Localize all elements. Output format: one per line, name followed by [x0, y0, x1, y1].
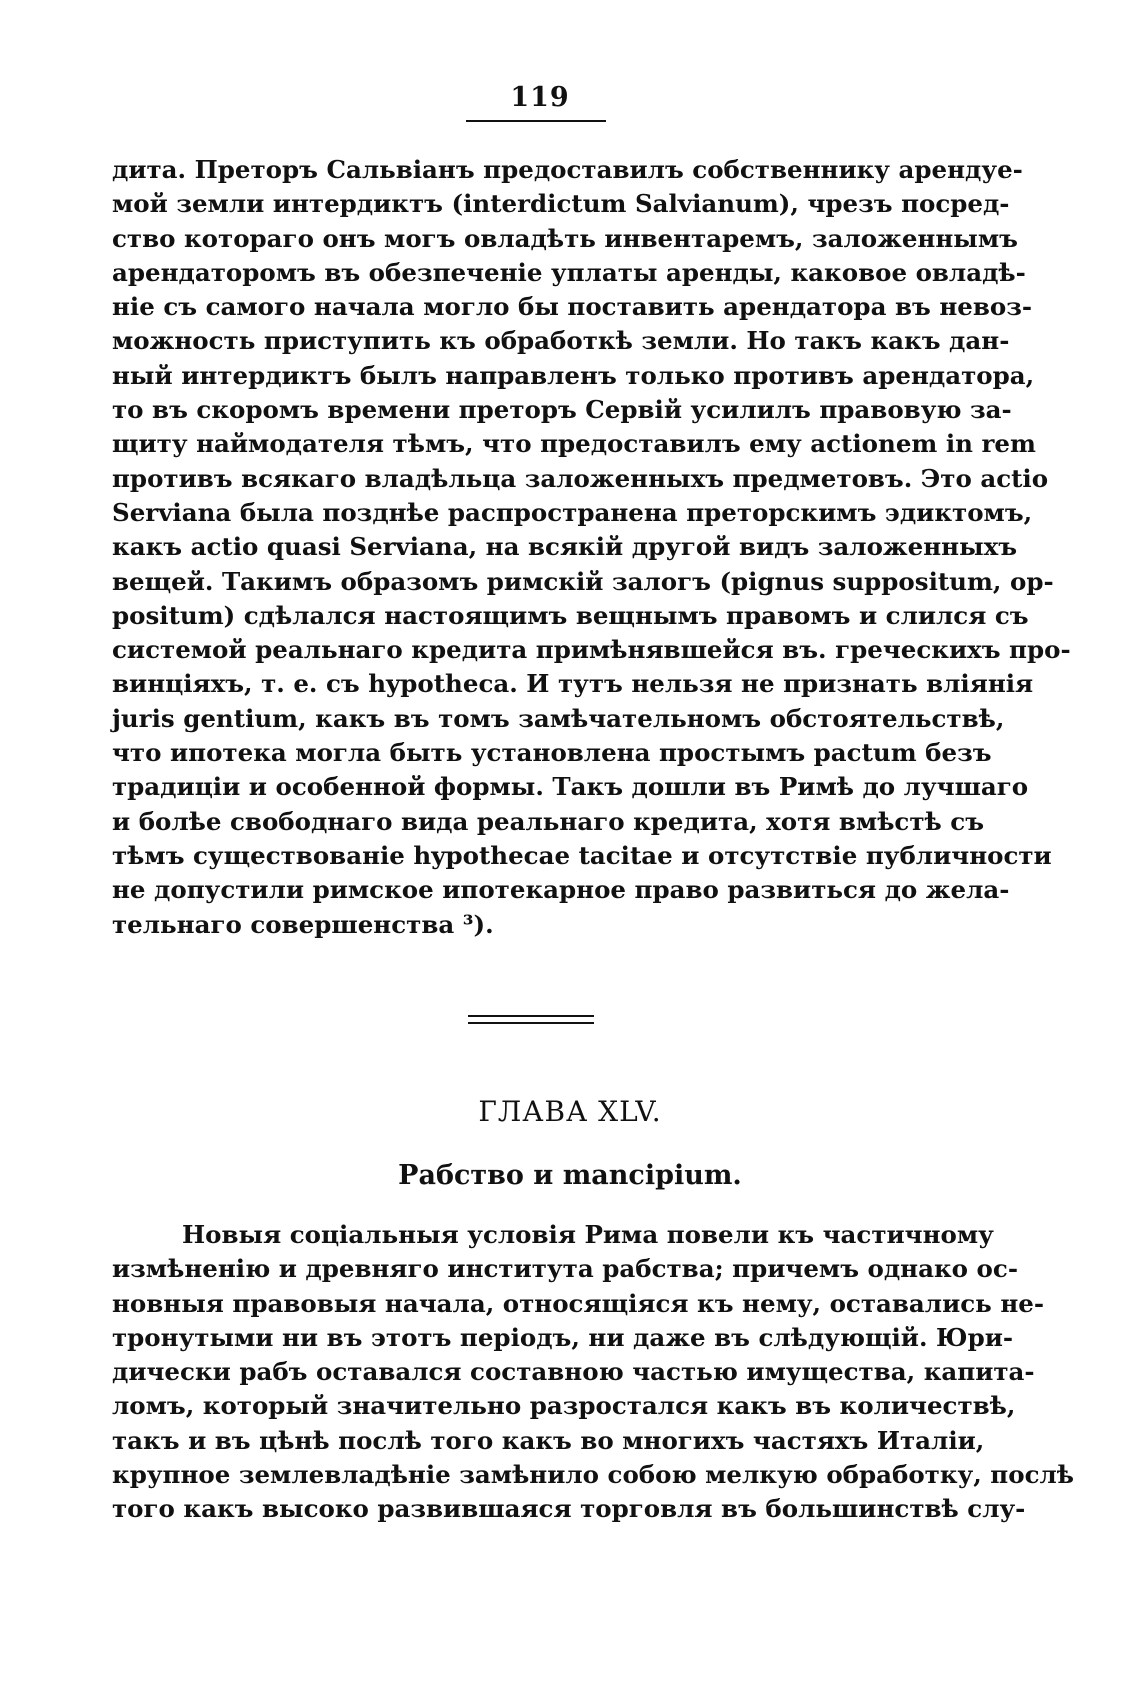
text-line: то въ скоромъ времени преторъ Сервій усилилъ правовую за- [112, 395, 1012, 425]
chapter-opening-paragraph [112, 1218, 1074, 1527]
text-line: не допустили римское ипотекарное право развиться до жела- [112, 875, 1010, 905]
text-line: того какъ высоко развившаяся торговля въ большинствѣ слу- [112, 1494, 1026, 1524]
text-line: тронутыми ни въ этотъ періодъ, ни даже въ слѣдующій. Юри- [112, 1322, 1014, 1352]
text-line: традиціи и особенной формы. Такъ дошли въ Римѣ до лучшаго [112, 772, 1029, 802]
text-line: и болѣе свободнаго вида реальнаго кредита, хотя вмѣстѣ съ [112, 806, 984, 836]
text-line: арендаторомъ въ обезпеченіе уплаты аренды, каковое овладѣ- [112, 257, 1026, 287]
text-line: positum) сдѣлался настоящимъ вещнымъ правомъ и слился съ [112, 600, 1029, 630]
text-line: дически рабъ оставался составною частью имущества, капита- [112, 1357, 1035, 1387]
text-line: мой земли интердиктъ (interdictum Salvianum), чрезъ посред- [112, 189, 1010, 219]
text-line: крупное землевладѣніе замѣнило собою мелкую обработку, послѣ [112, 1460, 1074, 1490]
chapter-subtitle: Рабство и mancipium. [398, 1160, 742, 1191]
paragraph-continuation [112, 153, 1071, 942]
text-line: тѣмъ существованіе hypothecae tacitae и отсутствіе публичности [112, 840, 1052, 870]
text-line: такъ и въ цѣнѣ послѣ того какъ во многихъ частяхъ Италіи, [112, 1425, 985, 1455]
text-line: тельнаго совершенства ³). [112, 909, 494, 939]
chapter-title: ГЛАВА XLV. [478, 1095, 662, 1128]
text-line: ство котораго онъ могъ овладѣть инвентаремъ, заложеннымъ [112, 223, 1018, 253]
text-line: щиту наймодателя тѣмъ, что предоставилъ ему actionem in rem [112, 429, 1036, 459]
section-divider-bottom-rule [468, 1022, 594, 1024]
text-line: измѣненію и древняго института рабства; причемъ однако ос- [112, 1254, 1018, 1284]
text-line: ніе съ самого начала могло бы поставить арендатора въ невоз- [112, 292, 1033, 322]
section-divider-top-rule [468, 1015, 594, 1017]
text-line: ломъ, который значительно разростался какъ въ количествѣ, [112, 1391, 1016, 1421]
text-line: можность приступить къ обработкѣ земли. Но такъ какъ дан- [112, 326, 1010, 356]
text-line: ный интердиктъ былъ направленъ только противъ арендатора, [112, 360, 1035, 390]
text-line: juris gentium, какъ въ томъ замѣчательномъ обстоятельствѣ, [112, 703, 1005, 733]
text-line: системой реальнаго кредита примѣнявшейся въ. греческихъ про- [112, 635, 1071, 665]
page-number-underline [466, 120, 606, 122]
text-line: Новыя соціальныя условія Рима повели къ частичному [182, 1220, 994, 1249]
text-line: винціяхъ, т. е. съ hypotheca. И тутъ нельзя не признать вліянія [112, 669, 1034, 699]
text-line: дита. Преторъ Сальвіанъ предоставилъ собственнику арендуе- [112, 155, 1023, 184]
text-line: какъ actio quasi Serviana, на всякій другой видъ заложенныхъ [112, 532, 1018, 562]
text-line: что ипотека могла быть установлена простымъ pactum безъ [112, 738, 992, 768]
text-line: Serviana была позднѣе распространена преторскимъ эдиктомъ, [112, 497, 1033, 527]
text-line: вещей. Такимъ образомъ римскій залогъ (pignus suppositum, op- [112, 566, 1054, 596]
text-line: новныя правовыя начала, относящіяся къ нему, оставались не- [112, 1288, 1045, 1318]
page-number: 119 [510, 82, 570, 113]
text-line: противъ всякаго владѣльца заложенныхъ предметовъ. Это actio [112, 463, 1049, 493]
